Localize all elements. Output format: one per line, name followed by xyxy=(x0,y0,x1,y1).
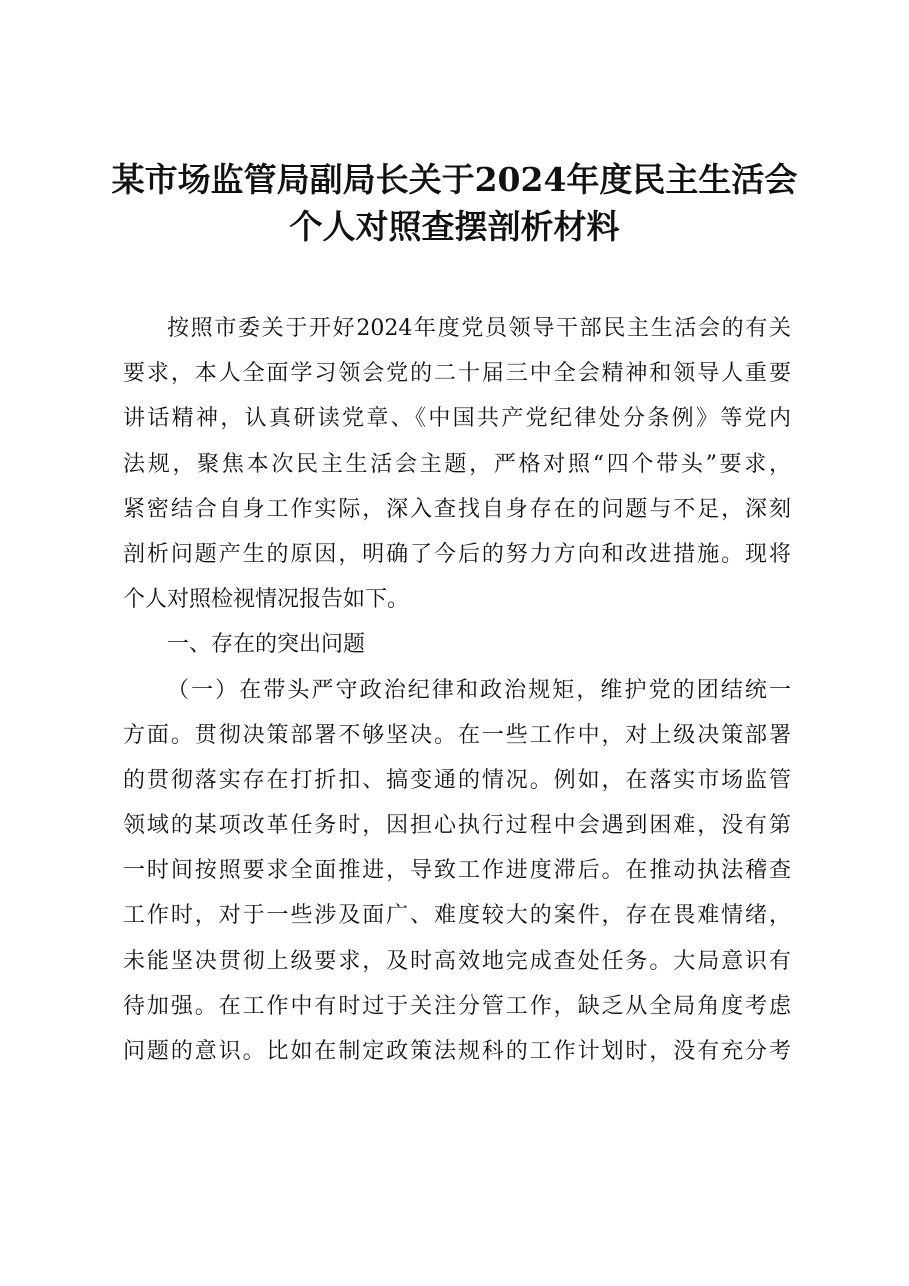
intro-paragraph-line: 要求，本人全面学习领会党的二十届三中全会精神和领导人重要 xyxy=(123,361,791,387)
document-body xyxy=(123,306,791,1074)
section-heading: 一、存在的突出问题 xyxy=(167,632,366,658)
subsection-paragraph-line: 问题的意识。比如在制定政策法规科的工作计划时，没有充分考 xyxy=(123,1039,791,1064)
document-title-line-1: 某市场监管局副局长关于2024年度民主生活会 xyxy=(111,160,798,199)
subsection-paragraph-line: 待加强。在工作中有时过于关注分管工作，缺乏从全局角度考虑 xyxy=(123,993,791,1019)
subsection-paragraph-line: 未能坚决贯彻上级要求，及时高效地完成查处任务。大局意识有 xyxy=(123,948,791,974)
intro-paragraph-line: 剖析问题产生的原因，明确了今后的努力方向和改进措施。现将 xyxy=(123,541,791,567)
subsection-paragraph-line: 一时间按照要求全面推进，导致工作进度滞后。在推动执法稽查 xyxy=(123,858,791,884)
intro-paragraph-line: 讲话精神，认真研读党章、《中国共产党纪律处分条例》等党内 xyxy=(123,406,791,432)
intro-paragraph-line: 紧密结合自身工作实际，深入查找自身存在的问题与不足，深刻 xyxy=(123,496,791,522)
intro-paragraph-line: 法规，聚焦本次民主生活会主题，严格对照“四个带头”要求， xyxy=(123,451,791,477)
document-title-line-2: 个人对照查摆剖析材料 xyxy=(289,207,620,246)
subsection-paragraph-line: 的贯彻落实存在打折扣、搞变通的情况。例如，在落实市场监管 xyxy=(123,767,791,793)
subsection-paragraph-line: 领域的某项改革任务时，因担心执行过程中会遇到困难，没有第 xyxy=(123,813,791,839)
intro-paragraph-line: 个人对照检视情况报告如下。 xyxy=(123,587,410,613)
intro-paragraph-line: 按照市委关于开好2024年度党员领导干部民主生活会的有关 xyxy=(167,316,791,341)
subsection-paragraph-line: 工作时，对于一些涉及面广、难度较大的案件，存在畏难情绪， xyxy=(123,903,791,929)
subsection-paragraph-line: 方面。贯彻决策部署不够坚决。在一些工作中，对上级决策部署 xyxy=(123,722,791,748)
subsection-paragraph-line: （一）在带头严守政治纪律和政治规矩，维护党的团结统一 xyxy=(167,677,791,703)
